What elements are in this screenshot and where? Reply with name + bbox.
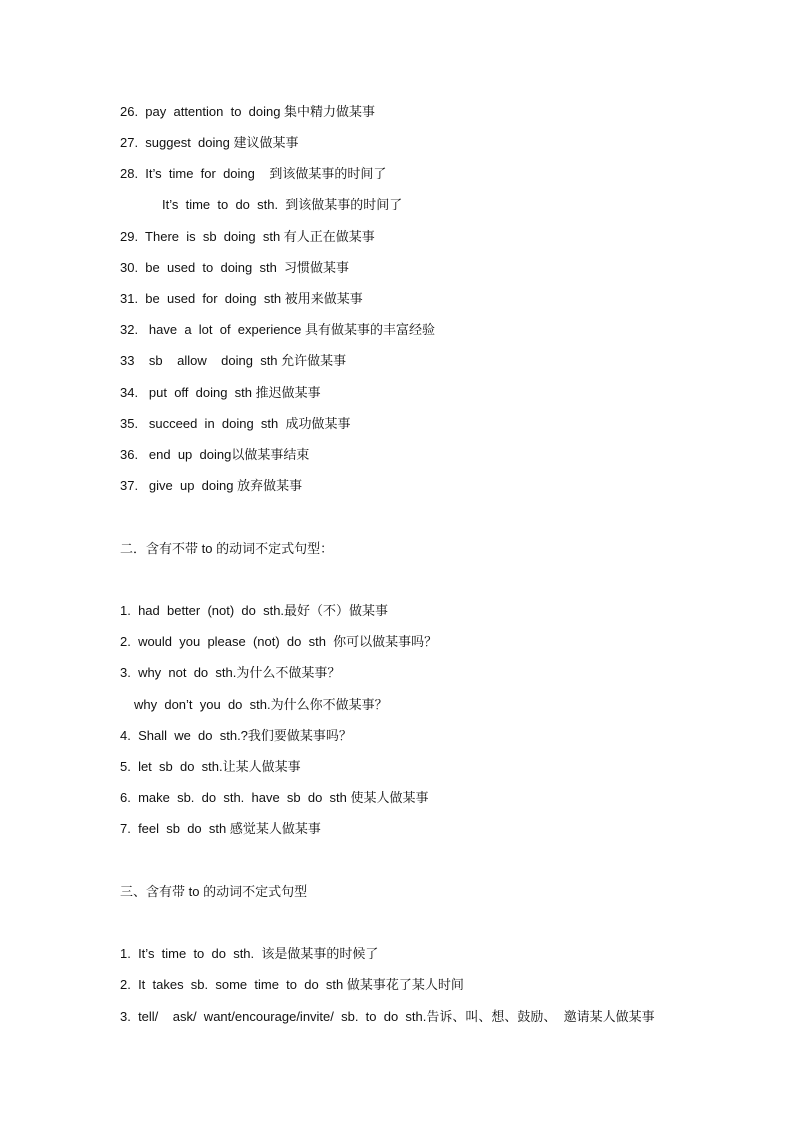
list-item: 1. It’s time to do sth. 该是做某事的时候了 <box>120 946 379 961</box>
list-item: 35. succeed in doing sth 成功做某事 <box>120 416 351 431</box>
list-item: 31. be used for doing sth 被用来做某事 <box>120 291 363 306</box>
list-item: 32. have a lot of experience 具有做某事的丰富经验 <box>120 322 436 337</box>
list-item: 28. It’s time for doing 到该做某事的时间了 <box>120 166 387 181</box>
list-item: 3. tell/ ask/ want/encourage/invite/ sb. to do sth.告诉、叫、想、鼓励、 邀请某人做某事 <box>120 1009 655 1024</box>
list-item: 26. pay attention to doing 集中精力做某事 <box>120 104 376 119</box>
list-item: 33 sb allow doing sth 允许做某事 <box>120 353 347 368</box>
list-item: 2. It takes sb. some time to do sth 做某事花了某人时间 <box>120 977 464 992</box>
list-item: 1. had better (not) do sth.最好（不）做某事 <box>120 603 389 618</box>
list-item: 5. let sb do sth.让某人做某事 <box>120 759 301 774</box>
list-item: why don’t you do sth.为什么你不做某事？ <box>134 697 388 712</box>
list-item: 29. There is sb doing sth 有人正在做某事 <box>120 229 375 244</box>
section-heading: 三、含有带 to 的动词不定式句型 <box>120 884 308 899</box>
list-item: 27. suggest doing 建议做某事 <box>120 135 299 150</box>
list-item: 30. be used to doing sth 习惯做某事 <box>120 260 350 275</box>
list-item: 3. why not do sth.为什么不做某事？ <box>120 665 341 680</box>
list-item: 37. give up doing 放弃做某事 <box>120 478 303 493</box>
list-item: It’s time to do sth. 到该做某事的时间了 <box>162 197 403 212</box>
list-item: 2. would you please (not) do sth 你可以做某事吗？ <box>120 634 438 649</box>
list-item: 7. feel sb do sth 感觉某人做某事 <box>120 821 321 836</box>
list-item: 36. end up doing以做某事结束 <box>120 447 310 462</box>
list-item: 6. make sb. do sth. have sb do sth 使某人做某事 <box>120 790 429 805</box>
section-heading: 二．含有不带 to 的动词不定式句型： <box>120 541 334 556</box>
list-item: 4. Shall we do sth.?我们要做某事吗？ <box>120 728 352 743</box>
list-item: 34. put off doing sth 推迟做某事 <box>120 385 321 400</box>
